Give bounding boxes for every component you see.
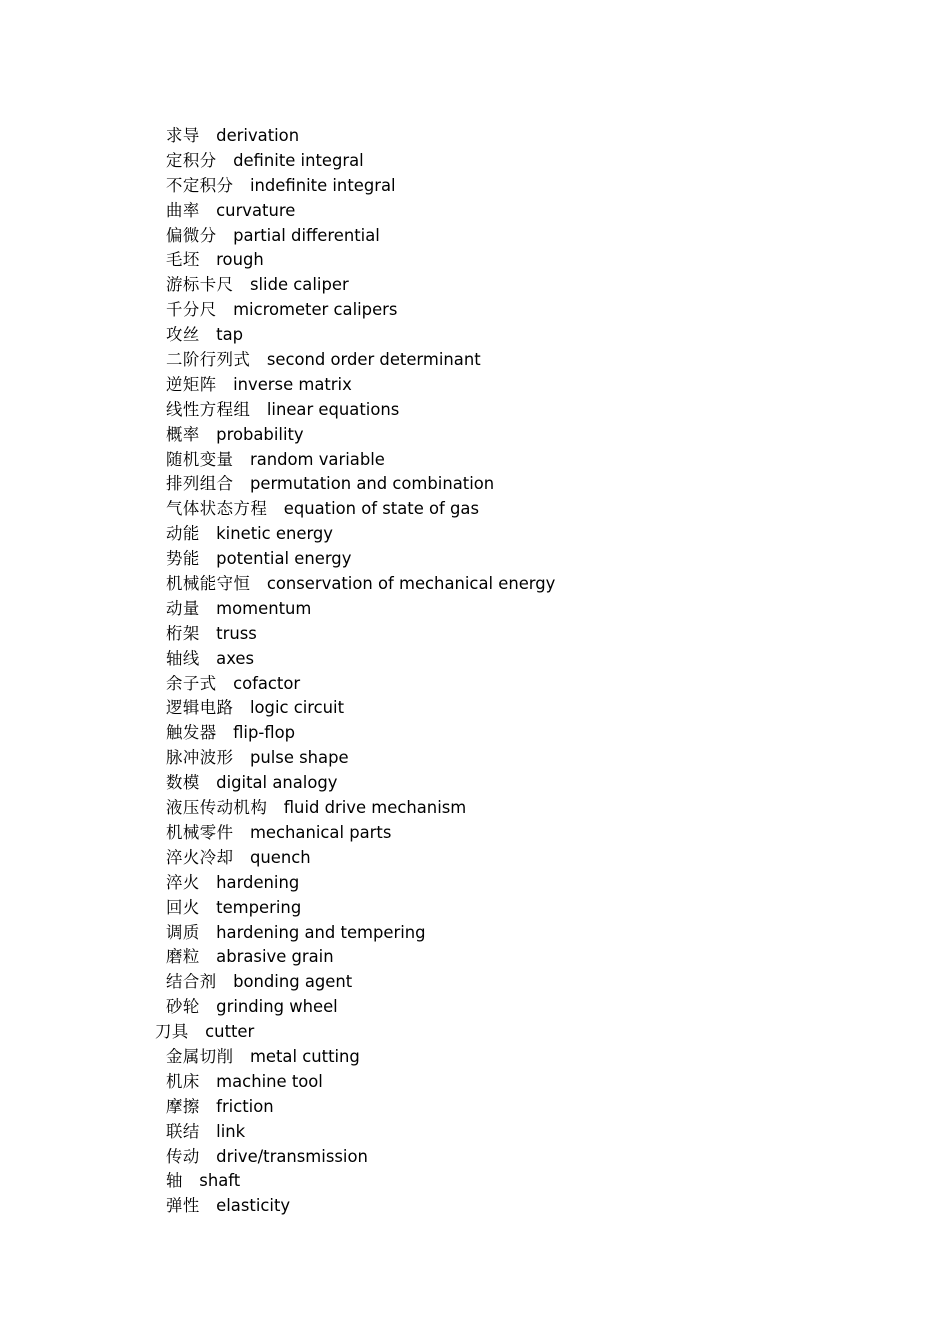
term-separator — [200, 1196, 216, 1215]
english-term: mechanical parts — [249, 822, 392, 842]
glossary-entry — [166, 945, 866, 970]
chinese-term: 联结 — [166, 1121, 200, 1141]
term-separator — [267, 798, 283, 817]
term-separator — [234, 823, 250, 842]
glossary-entry — [166, 622, 866, 647]
chinese-term: 机床 — [166, 1071, 200, 1091]
glossary-entry — [155, 1020, 866, 1045]
term-separator — [217, 375, 233, 394]
chinese-term: 砂轮 — [166, 997, 200, 1017]
english-term: definite integral — [233, 150, 364, 170]
term-separator — [200, 923, 216, 942]
english-term: truss — [216, 623, 257, 643]
term-separator — [234, 748, 250, 767]
english-term: tap — [216, 325, 244, 345]
english-term: linear equations — [266, 399, 400, 419]
chinese-term: 游标卡尺 — [166, 275, 234, 295]
english-term: friction — [216, 1096, 274, 1116]
term-separator — [217, 151, 233, 170]
term-separator — [200, 599, 216, 618]
chinese-term: 调质 — [166, 922, 200, 942]
glossary-entry — [166, 572, 866, 597]
chinese-term: 排列组合 — [166, 474, 234, 494]
term-separator — [217, 723, 233, 742]
chinese-term: 逆矩阵 — [166, 374, 217, 394]
english-term: flip-flop — [233, 723, 296, 743]
chinese-term: 势能 — [166, 549, 200, 569]
term-separator — [234, 1047, 250, 1066]
glossary-entry — [166, 1169, 866, 1194]
glossary-entry — [166, 348, 866, 373]
term-separator — [200, 201, 216, 220]
term-separator — [217, 972, 233, 991]
term-separator — [200, 624, 216, 643]
glossary-entry — [166, 896, 866, 921]
glossary-entry — [166, 248, 866, 273]
english-term: probability — [216, 424, 304, 444]
term-separator — [200, 1097, 216, 1116]
term-separator — [200, 1147, 216, 1166]
english-term: abrasive grain — [216, 947, 334, 967]
term-separator — [250, 400, 266, 419]
english-term: machine tool — [216, 1071, 323, 1091]
english-term: hardening — [216, 872, 300, 892]
glossary-entry — [166, 174, 866, 199]
english-term: curvature — [216, 200, 296, 220]
glossary-entry — [166, 1095, 866, 1120]
term-separator — [200, 425, 216, 444]
english-term: bonding agent — [233, 972, 353, 992]
chinese-term: 传动 — [166, 1146, 200, 1166]
glossary-entry — [166, 224, 866, 249]
english-term: permutation and combination — [249, 474, 495, 494]
english-term: potential energy — [216, 549, 352, 569]
glossary-entry — [166, 1045, 866, 1070]
glossary-entry — [166, 597, 866, 622]
chinese-term: 金属切削 — [166, 1046, 234, 1066]
glossary-entry — [166, 871, 866, 896]
english-term: hardening and tempering — [216, 922, 426, 942]
english-term: partial differential — [233, 225, 380, 245]
chinese-term: 攻丝 — [166, 325, 200, 345]
english-term: slide caliper — [249, 275, 349, 295]
chinese-term: 概率 — [166, 424, 200, 444]
chinese-term: 余子式 — [166, 673, 217, 693]
glossary-entry — [166, 497, 866, 522]
term-separator — [217, 674, 233, 693]
term-separator — [183, 1171, 199, 1190]
glossary-entry — [166, 746, 866, 771]
english-term: second order determinant — [266, 350, 481, 370]
chinese-term: 气体状态方程 — [166, 499, 268, 519]
chinese-term: 定积分 — [166, 150, 217, 170]
chinese-term: 机械能守恒 — [166, 574, 251, 594]
chinese-term: 偏微分 — [166, 225, 217, 245]
term-separator — [200, 250, 216, 269]
chinese-term: 二阶行列式 — [166, 350, 251, 370]
glossary-entry — [166, 1120, 866, 1145]
english-term: tempering — [216, 897, 302, 917]
english-term: metal cutting — [249, 1046, 360, 1066]
english-term: pulse shape — [249, 748, 349, 768]
english-term: shaft — [199, 1171, 241, 1191]
english-term: conservation of mechanical energy — [266, 574, 556, 594]
glossary-entry — [166, 647, 866, 672]
chinese-term: 液压传动机构 — [166, 798, 268, 818]
glossary-entry — [166, 522, 866, 547]
english-term: grinding wheel — [216, 997, 338, 1017]
glossary-entry — [166, 1070, 866, 1095]
glossary-entry — [166, 149, 866, 174]
glossary-list — [155, 124, 866, 1219]
glossary-entry — [166, 921, 866, 946]
chinese-term: 毛坯 — [166, 250, 200, 270]
glossary-entry — [166, 672, 866, 697]
english-term: cofactor — [233, 673, 301, 693]
chinese-term: 动能 — [166, 524, 200, 544]
english-term: random variable — [249, 449, 385, 469]
chinese-term: 磨粒 — [166, 947, 200, 967]
term-separator — [217, 300, 233, 319]
english-term: indefinite integral — [249, 175, 396, 195]
english-term: drive/transmission — [216, 1146, 368, 1166]
english-term: axes — [216, 648, 255, 668]
english-term: quench — [249, 847, 311, 867]
english-term: momentum — [216, 598, 312, 618]
glossary-entry — [166, 970, 866, 995]
english-term: cutter — [205, 1022, 255, 1042]
chinese-term: 动量 — [166, 598, 200, 618]
chinese-term: 摩擦 — [166, 1096, 200, 1116]
term-separator — [217, 226, 233, 245]
chinese-term: 机械零件 — [166, 822, 234, 842]
glossary-entry — [166, 373, 866, 398]
term-separator — [234, 275, 250, 294]
chinese-term: 桁架 — [166, 623, 200, 643]
term-separator — [267, 499, 283, 518]
english-term: equation of state of gas — [283, 499, 479, 519]
term-separator — [200, 524, 216, 543]
glossary-entry — [166, 821, 866, 846]
glossary-entry — [166, 323, 866, 348]
english-term: inverse matrix — [233, 374, 352, 394]
chinese-term: 不定积分 — [166, 175, 234, 195]
chinese-term: 轴 — [166, 1171, 183, 1191]
glossary-entry — [166, 1145, 866, 1170]
term-separator — [200, 549, 216, 568]
english-term: micrometer calipers — [233, 300, 398, 320]
chinese-term: 弹性 — [166, 1196, 200, 1216]
english-term: logic circuit — [249, 698, 345, 718]
chinese-term: 轴线 — [166, 648, 200, 668]
english-term: rough — [216, 250, 264, 270]
term-separator — [200, 1122, 216, 1141]
term-separator — [234, 176, 250, 195]
term-separator — [200, 1072, 216, 1091]
chinese-term: 淬火 — [166, 872, 200, 892]
chinese-term: 曲率 — [166, 200, 200, 220]
chinese-term: 随机变量 — [166, 449, 234, 469]
chinese-term: 脉冲波形 — [166, 748, 234, 768]
term-separator — [200, 898, 216, 917]
glossary-entry — [166, 472, 866, 497]
glossary-entry — [166, 1194, 866, 1219]
chinese-term: 结合剂 — [166, 972, 217, 992]
chinese-term: 触发器 — [166, 723, 217, 743]
glossary-entry — [166, 199, 866, 224]
term-separator — [200, 649, 216, 668]
glossary-entry — [166, 995, 866, 1020]
english-term: fluid drive mechanism — [283, 798, 467, 818]
glossary-entry — [166, 696, 866, 721]
term-separator — [200, 126, 216, 145]
term-separator — [234, 698, 250, 717]
glossary-entry — [166, 398, 866, 423]
glossary-entry — [166, 124, 866, 149]
chinese-term: 刀具 — [155, 1022, 189, 1042]
glossary-entry — [166, 547, 866, 572]
term-separator — [200, 325, 216, 344]
glossary-entry — [166, 721, 866, 746]
english-term: derivation — [216, 126, 300, 145]
term-separator — [200, 947, 216, 966]
chinese-term: 线性方程组 — [166, 399, 251, 419]
glossary-entry — [166, 298, 866, 323]
chinese-term: 逻辑电路 — [166, 698, 234, 718]
chinese-term: 回火 — [166, 897, 200, 917]
term-separator — [200, 873, 216, 892]
glossary-entry — [166, 796, 866, 821]
chinese-term: 求导 — [166, 126, 200, 145]
chinese-term: 千分尺 — [166, 300, 217, 320]
term-separator — [189, 1022, 205, 1041]
english-term: digital analogy — [216, 773, 338, 793]
chinese-term: 数模 — [166, 773, 200, 793]
glossary-entry — [166, 423, 866, 448]
glossary-entry — [166, 448, 866, 473]
term-separator — [234, 450, 250, 469]
english-term: link — [216, 1121, 246, 1141]
english-term: elasticity — [216, 1196, 291, 1216]
glossary-entry — [166, 771, 866, 796]
term-separator — [250, 350, 266, 369]
term-separator — [200, 773, 216, 792]
term-separator — [234, 474, 250, 493]
english-term: kinetic energy — [216, 524, 334, 544]
term-separator — [250, 574, 266, 593]
term-separator — [200, 997, 216, 1016]
glossary-entry — [166, 273, 866, 298]
glossary-entry — [166, 846, 866, 871]
chinese-term: 淬火冷却 — [166, 847, 234, 867]
term-separator — [234, 848, 250, 867]
